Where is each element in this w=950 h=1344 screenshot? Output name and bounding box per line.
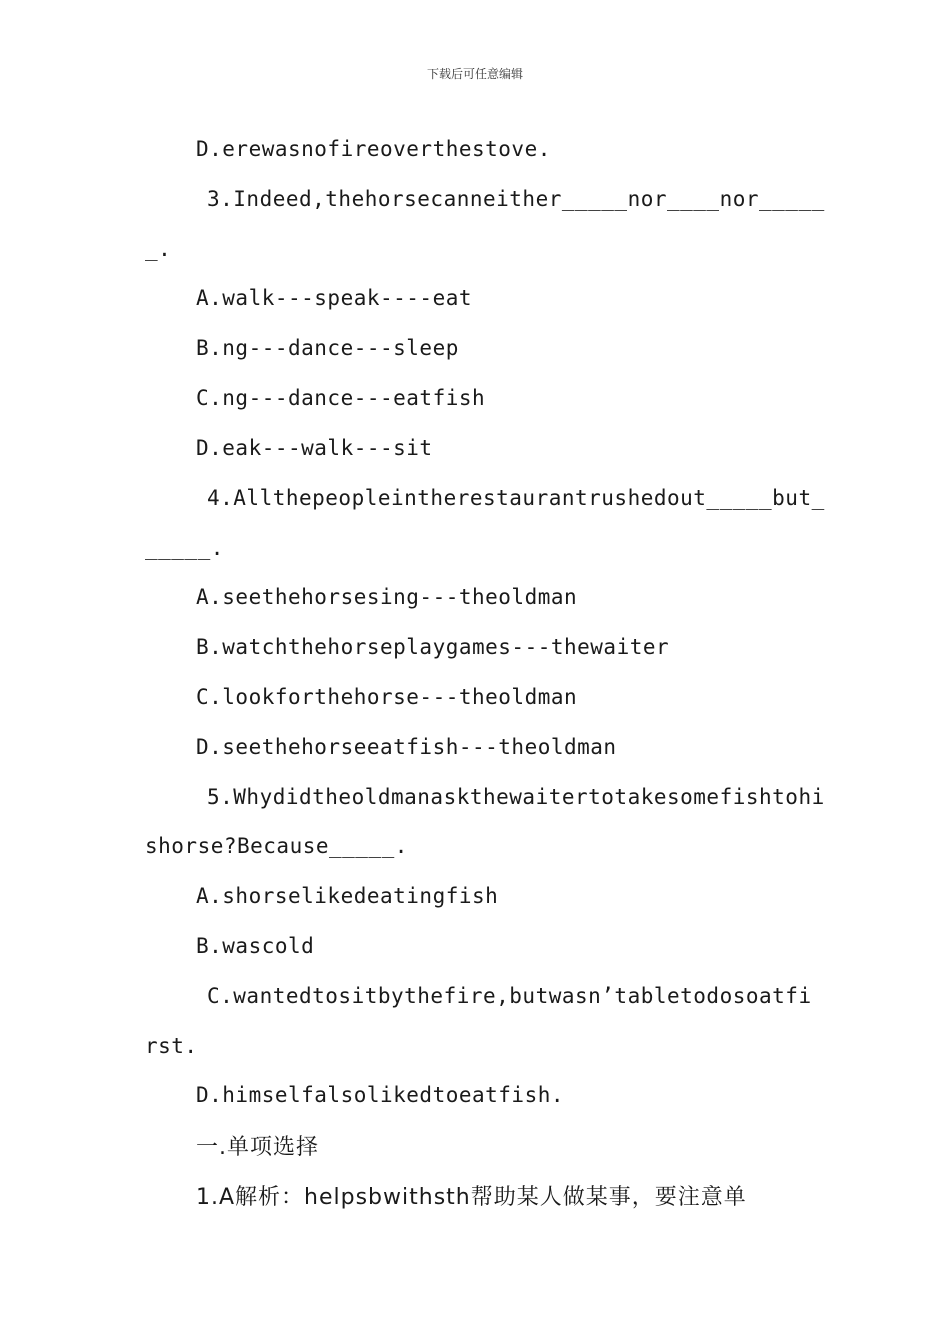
page-header: 下载后可任意编辑 bbox=[426, 67, 523, 81]
option-line: A.seethehorsesing---theoldman bbox=[196, 585, 578, 609]
question-line: 4.Allthepeopleintherestaurantrushedout_____but_ bbox=[207, 486, 825, 510]
section-heading: 一.单项选择 bbox=[196, 1135, 319, 1160]
question-continuation: shorse?Because_____. bbox=[145, 834, 408, 858]
question-continuation: _____. bbox=[145, 536, 224, 560]
option-line: C.lookforthehorse---theoldman bbox=[196, 685, 578, 709]
answer-explanation: 1.A解析：helpsbwithsth帮助某人做某事，要注意单 bbox=[196, 1185, 747, 1210]
option-line: B.ng---dance---sleep bbox=[196, 336, 459, 360]
option-line: D.erewasnofireoverthestove. bbox=[196, 137, 551, 161]
option-line: C.wantedtositbythefire,butwasn’tabletodosoatfi bbox=[207, 984, 812, 1008]
option-line: D.eak---walk---sit bbox=[196, 436, 433, 460]
option-line: A.shorselikedeatingfish bbox=[196, 884, 499, 908]
option-line: D.himselfalsolikedtoeatfish. bbox=[196, 1083, 565, 1107]
option-continuation: rst. bbox=[145, 1034, 198, 1058]
option-line: D.seethehorseeatfish---theoldman bbox=[196, 735, 617, 759]
option-line: B.wascold bbox=[196, 934, 315, 958]
option-line: B.watchthehorseplaygames---thewaiter bbox=[196, 635, 670, 659]
question-line: 3.Indeed,thehorsecanneither_____nor____nor_____ bbox=[207, 187, 825, 211]
option-line: A.walk---speak----eat bbox=[196, 286, 473, 310]
question-continuation: _. bbox=[145, 237, 172, 261]
question-line: 5.Whydidtheoldmanaskthewaitertotakesomefishtohi bbox=[207, 785, 825, 809]
option-line: C.ng---dance---eatfish bbox=[196, 386, 486, 410]
